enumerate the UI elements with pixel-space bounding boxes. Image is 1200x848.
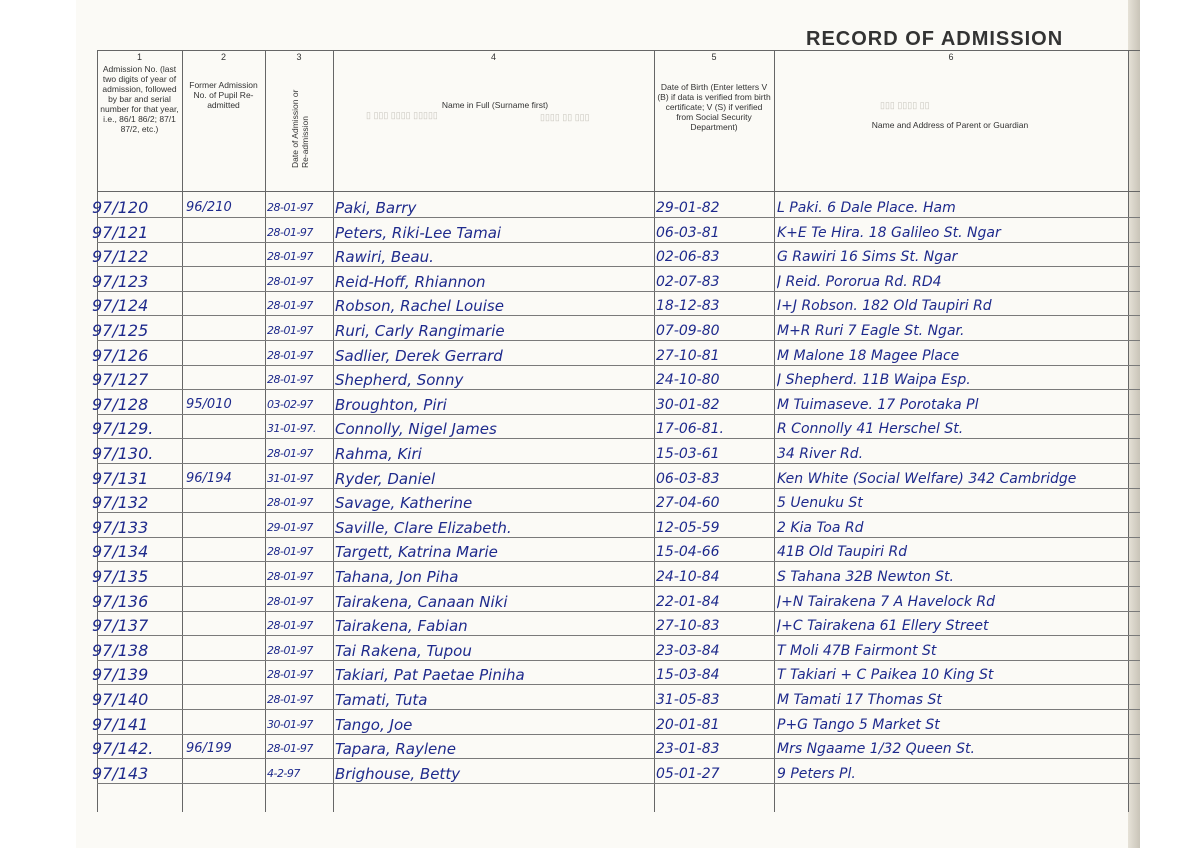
admission-no-cell: 97/135: [92, 567, 149, 586]
table-row: [0, 320, 1200, 344]
admission-no-cell: 97/133: [92, 517, 149, 537]
date-admitted-cell: 28-01-97: [267, 643, 313, 657]
table-row: [0, 763, 1200, 787]
date-admitted-cell: 28-01-97: [267, 496, 313, 510]
admission-no-cell: 97/131: [92, 468, 149, 488]
admission-no-cell: 97/129.: [92, 419, 154, 439]
parent-cell: I+J Robson. 182 Old Taupiri Rd: [777, 298, 992, 315]
date-admitted-cell: 03-02-97: [267, 397, 313, 411]
name-cell: Tamati, Tuta: [335, 691, 428, 709]
parent-cell: J+N Tairakena 7 A Havelock Rd: [777, 593, 996, 610]
table-row: [0, 738, 1200, 762]
dob-cell: 20-01-81: [656, 716, 720, 733]
date-admitted-cell: 28-01-97: [267, 570, 313, 583]
table-row: [0, 468, 1200, 492]
parent-cell: G Rawiri 16 Sims St. Ngar: [777, 249, 958, 266]
date-admitted-cell: 30-01-97: [267, 717, 313, 731]
date-admitted-cell: 28-01-97: [267, 594, 313, 608]
name-cell: Saville, Clare Elizabeth.: [335, 518, 512, 537]
name-cell: Ryder, Daniel: [335, 469, 436, 488]
table-row: [0, 418, 1200, 442]
admission-no-cell: 97/125: [92, 321, 149, 340]
former-no-cell: 96/199: [186, 741, 232, 757]
name-cell: Paki, Barry: [335, 199, 417, 217]
table-row: [0, 394, 1200, 418]
dob-cell: 06-03-83: [656, 470, 720, 487]
admission-no-cell: 97/127: [92, 370, 149, 390]
col-heading-admission-no: Admission No. (last two digits of year of admission, followed by bar and serial number for that year, i.e., 86/1 86/2; 87/1 87/2, etc.): [100, 64, 179, 134]
dob-cell: 23-03-84: [656, 642, 720, 659]
date-admitted-cell: 28-01-97: [267, 348, 313, 362]
date-admitted-cell: 28-01-97: [267, 742, 313, 756]
col-number-3: 3: [296, 52, 302, 62]
dob-cell: 15-04-66: [656, 544, 720, 561]
admission-no-cell: 97/137: [92, 616, 149, 636]
parent-cell: Mrs Ngaame 1/32 Queen St.: [777, 741, 975, 758]
name-cell: Takiari, Pat Paetae Piniha: [335, 666, 525, 685]
table-row: [0, 566, 1200, 590]
dob-cell: 29-01-82: [656, 200, 720, 216]
col-number-1: 1: [136, 52, 142, 62]
parent-cell: 2 Kia Toa Rd: [777, 519, 864, 536]
date-admitted-cell: 4-2-97: [267, 766, 300, 780]
admission-no-cell: 97/141: [92, 714, 149, 734]
table-row: [0, 615, 1200, 639]
parent-cell: Ken White (Social Welfare) 342 Cambridge: [777, 470, 1077, 487]
table-row: [0, 197, 1200, 221]
date-admitted-cell: 31-01-97.: [267, 422, 316, 436]
dob-cell: 30-01-82: [656, 396, 720, 413]
name-cell: Tapara, Raylene: [335, 740, 457, 759]
dob-cell: 05-01-27: [656, 765, 720, 782]
date-admitted-cell: 28-01-97: [267, 373, 313, 387]
dob-cell: 24-10-80: [656, 372, 720, 389]
date-admitted-cell: 31-01-97: [267, 471, 313, 485]
parent-cell: K+E Te Hira. 18 Galileo St. Ngar: [777, 224, 1001, 241]
name-cell: Peters, Riki-Lee Tamai: [335, 223, 502, 242]
admission-no-cell: 97/123: [92, 271, 149, 291]
admission-no-cell: 97/142.: [92, 739, 154, 759]
table-row: [0, 246, 1200, 270]
date-admitted-cell: 28-01-97: [267, 225, 313, 239]
col-number-4: 4: [490, 52, 496, 62]
table-row: [0, 369, 1200, 393]
dob-cell: 15-03-61: [656, 446, 720, 462]
name-cell: Ruri, Carly Rangimarie: [335, 322, 505, 340]
former-no-cell: 96/210: [186, 200, 232, 215]
dob-cell: 17-06-81.: [656, 421, 724, 438]
parent-cell: 9 Peters Pl.: [777, 765, 856, 782]
admission-no-cell: 97/126: [92, 345, 149, 365]
dob-cell: 06-03-81: [656, 224, 720, 241]
date-admitted-cell: 28-01-97: [267, 693, 313, 706]
name-cell: Tai Rakena, Tupou: [335, 641, 472, 660]
parent-cell: J Reid. Pororua Rd. RD4: [777, 273, 942, 290]
dob-cell: 27-10-81: [656, 347, 720, 364]
bleed-through-text: ▯▯▯▯ ▯▯ ▯▯▯: [540, 112, 590, 122]
name-cell: Sadlier, Derek Gerrard: [335, 346, 503, 365]
table-row: [0, 640, 1200, 664]
col-heading-parent: Name and Address of Parent or Guardian: [871, 120, 1029, 130]
name-cell: Reid-Hoff, Rhiannon: [335, 272, 486, 291]
name-cell: Tairakena, Fabian: [335, 617, 468, 636]
table-row: [0, 689, 1200, 713]
admission-no-cell: 97/128: [92, 394, 149, 414]
name-cell: Robson, Rachel Louise: [335, 297, 504, 316]
admission-no-cell: 97/132: [92, 493, 149, 513]
page-title: RECORD OF ADMISSION: [806, 28, 1064, 50]
parent-cell: T Moli 47B Fairmont St: [777, 642, 937, 659]
name-cell: Rawiri, Beau.: [335, 248, 434, 267]
admission-no-cell: 97/122: [92, 247, 149, 267]
parent-cell: P+G Tango 5 Market St: [777, 716, 940, 733]
dob-cell: 02-06-83: [656, 249, 720, 266]
admission-no-cell: 97/121: [92, 222, 149, 242]
table-row: [0, 345, 1200, 369]
admission-no-cell: 97/140: [92, 690, 149, 709]
date-admitted-cell: 28-01-97: [267, 619, 313, 633]
date-admitted-cell: 28-01-97: [267, 299, 313, 313]
dob-cell: 23-01-83: [656, 741, 720, 758]
parent-cell: M Tamati 17 Thomas St: [777, 692, 942, 708]
dob-cell: 22-01-84: [656, 593, 720, 610]
parent-cell: T Takiari + C Paikea 10 King St: [777, 667, 994, 684]
table-row: [0, 714, 1200, 738]
parent-cell: M+R Ruri 7 Eagle St. Ngar.: [777, 323, 965, 339]
parent-cell: M Tuimaseve. 17 Porotaka Pl: [777, 396, 979, 413]
dob-cell: 31-05-83: [656, 692, 720, 708]
parent-cell: J Shepherd. 11B Waipa Esp.: [777, 372, 971, 389]
date-admitted-cell: 28-01-97: [267, 668, 313, 682]
table-row: [0, 591, 1200, 615]
col-heading-date-admitted: Date of Admission or Re-admission: [290, 89, 310, 168]
name-cell: Tango, Joe: [335, 715, 413, 734]
col-number-5: 5: [711, 52, 717, 62]
table-row: [0, 492, 1200, 516]
former-no-cell: 96/194: [186, 470, 232, 486]
dob-cell: 07-09-80: [656, 323, 720, 339]
dob-cell: 02-07-83: [656, 273, 720, 290]
name-cell: Rahma, Kiri: [335, 445, 422, 463]
date-admitted-cell: 28-01-97: [267, 447, 313, 460]
name-cell: Tahana, Jon Piha: [335, 568, 459, 586]
table-row: [0, 664, 1200, 688]
table-row: [0, 443, 1200, 467]
table-row: [0, 295, 1200, 319]
admission-no-cell: 97/143: [92, 763, 149, 783]
name-cell: Shepherd, Sonny: [335, 371, 464, 390]
name-cell: Tairakena, Canaan Niki: [335, 592, 508, 611]
parent-cell: 34 River Rd.: [777, 446, 864, 462]
bleed-through-text: ▯ ▯▯▯ ▯▯▯▯ ▯▯▯▯▯: [366, 110, 438, 120]
name-cell: Broughton, Piri: [335, 395, 447, 414]
col-number-6: 6: [948, 52, 954, 62]
dob-cell: 15-03-84: [656, 667, 720, 684]
date-admitted-cell: 28-01-97: [267, 274, 313, 288]
name-cell: Targett, Katrina Marie: [335, 543, 498, 562]
col-heading-name: Name in Full (Surname first): [441, 100, 549, 110]
date-admitted-cell: 29-01-97: [267, 520, 313, 534]
admission-no-cell: 97/139: [92, 665, 149, 685]
dob-cell: 27-04-60: [656, 495, 720, 512]
admission-no-cell: 97/120: [92, 198, 149, 217]
col-heading-former-no: Former Admission No. of Pupil Re-admitted: [189, 80, 258, 110]
date-admitted-cell: 28-01-97: [267, 201, 313, 214]
bleed-through-text: ▯▯▯ ▯▯▯▯ ▯▯: [880, 100, 930, 110]
date-admitted-cell: 28-01-97: [267, 250, 313, 264]
table-row: [0, 271, 1200, 295]
dob-cell: 24-10-84: [656, 569, 720, 585]
parent-cell: L Paki. 6 Dale Place. Ham: [777, 200, 956, 216]
parent-cell: R Connolly 41 Herschel St.: [777, 421, 964, 438]
date-admitted-cell: 28-01-97: [267, 324, 313, 337]
admission-no-cell: 97/130.: [92, 444, 154, 463]
header-top-line: [97, 50, 1140, 51]
admission-no-cell: 97/138: [92, 640, 149, 660]
admission-no-cell: 97/136: [92, 591, 149, 611]
dob-cell: 18-12-83: [656, 298, 720, 315]
parent-cell: M Malone 18 Magee Place: [777, 347, 960, 364]
parent-cell: 41B Old Taupiri Rd: [777, 544, 908, 561]
name-cell: Connolly, Nigel James: [335, 420, 497, 439]
col-heading-dob: Date of Birth (Enter letters V (B) if data is verified from birth certificate; V (S) if verified from Social Security Department): [657, 82, 771, 132]
date-admitted-cell: 28-01-97: [267, 545, 313, 559]
parent-cell: S Tahana 32B Newton St.: [777, 569, 954, 585]
table-row: [0, 541, 1200, 565]
dob-cell: 12-05-59: [656, 519, 720, 536]
header-bottom-line: [97, 191, 1140, 192]
name-cell: Brighouse, Betty: [335, 764, 461, 783]
name-cell: Savage, Katherine: [335, 494, 473, 513]
admission-no-cell: 97/124: [92, 296, 149, 316]
table-row: [0, 517, 1200, 541]
former-no-cell: 95/010: [186, 396, 232, 412]
dob-cell: 27-10-83: [656, 618, 720, 635]
parent-cell: 5 Uenuku St: [777, 495, 863, 512]
col-number-2: 2: [220, 52, 226, 62]
table-row: [0, 222, 1200, 246]
admission-no-cell: 97/134: [92, 542, 149, 562]
parent-cell: J+C Tairakena 61 Ellery Street: [777, 618, 989, 635]
